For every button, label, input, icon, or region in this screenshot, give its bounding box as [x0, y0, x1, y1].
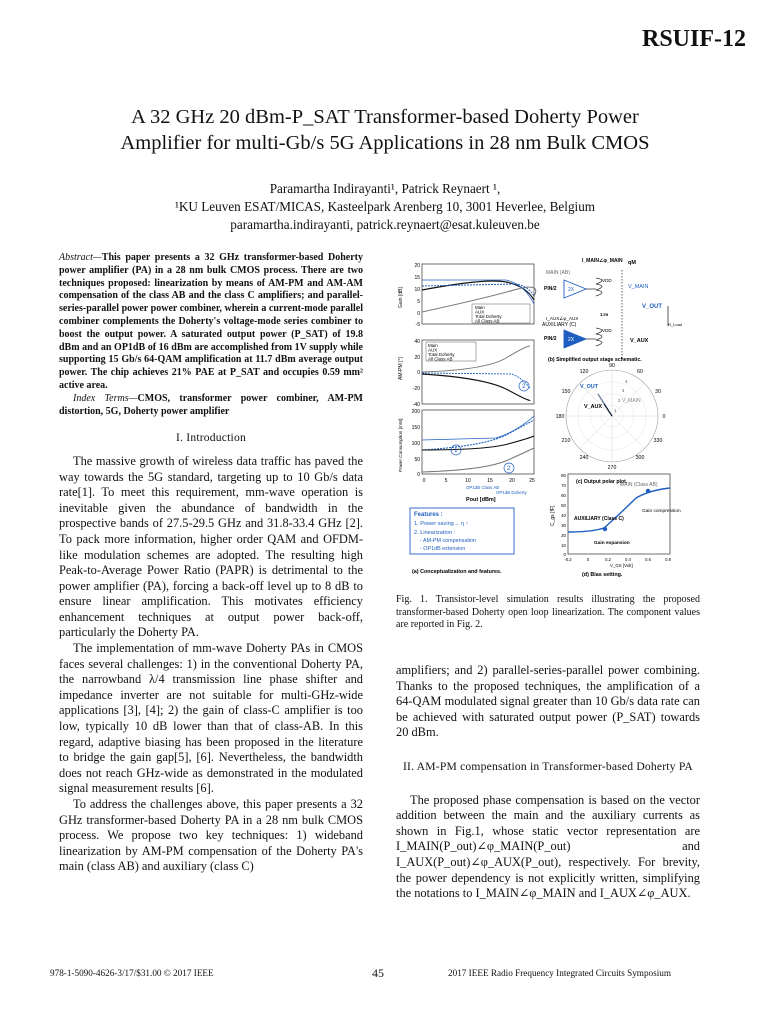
panel-a-gain-plot: [398, 263, 536, 328]
index-terms: Index Terms—CMOS, transformer power combiner, AM-PM distortion, 5G, Doherty power amplifier: [59, 392, 363, 417]
aux-c-label: AUXILIARY (C): [542, 322, 577, 328]
left-column: [59, 252, 363, 875]
gain-tick: 10: [414, 287, 420, 293]
x-tick: 15: [487, 478, 493, 484]
vgs-xlabel: V_GS [Volt]: [610, 563, 633, 568]
gain-compression: Gain compression: [642, 509, 681, 514]
power-tick: 100: [411, 441, 420, 447]
marker-1: 1: [454, 447, 458, 454]
ratio-label: 1:m: [600, 312, 609, 317]
radial-tick: 4: [625, 379, 628, 384]
footer-page-number: 45: [372, 966, 384, 980]
ampm-curve-main: [422, 374, 530, 400]
feature-2a: - AM-PM compensation: [420, 538, 477, 544]
angle-tick: 210: [561, 438, 571, 444]
power-curve-doherty: [422, 420, 534, 450]
right-column: [396, 663, 700, 902]
legend-total: Total Doherty: [475, 314, 502, 319]
vgs-tick: 0: [586, 557, 590, 562]
intro-paragraph-2: The implementation of mm-wave Doherty PAs in CMOS faces several challenges: 1) in the conventional Doherty PA, the narrowband λ/4 transmission line phase shifter and impedance inverter are not suitable for multi-GHz-wide applications [3], [4]; 2) the gain of class-C amplifier is too low, typically 10 dB lower than that of class-AB. In this regard, adaptive biasing has been proposed in the literature to bridge the gain gap[5], [6]. Nevertheless, the bandwidth does not reach GHz-wide as demonstrated in the modulated signal measurement results [6].: [59, 641, 363, 796]
v-main-vector: [598, 394, 604, 404]
cgs-tick: 20: [561, 533, 566, 538]
cgs-ylabel: C_gs [fF]: [550, 505, 556, 526]
legend-main: Main: [428, 343, 438, 348]
cgs-tick: 10: [561, 543, 566, 548]
ampm-ylabel: AM-PM [°]: [398, 357, 404, 380]
vdd-bot: VDD: [602, 328, 612, 333]
figure-1-svg: [396, 250, 700, 582]
radial-tick: 1: [614, 408, 617, 413]
i-main-label: I_MAIN∠φ_MAIN: [582, 258, 623, 264]
angle-tick: 150: [561, 389, 571, 395]
x-tick: 20: [509, 478, 515, 484]
legend-total: Total Doherty: [428, 352, 455, 357]
cgs-tick: 80: [561, 473, 566, 478]
pin-bot: PIN/2: [544, 336, 557, 342]
abstract: Abstract—This paper presents a 32 GHz transformer-based Doherty power amplifier (PA) in a 28 nm bulk CMOS process. There are two techniques proposed: linearization by means of AM-PM and AM-AM compensation of the class AB and the class C amplifiers; and parallel-series-parallel power power combiner, wherein a current-mode parallel combiner complements the Doherty's voltage-mode series combiner to boost the output power. A saturated output power (P_SAT) of 19.8 dBm and an OP1dB of 16 dBm are accomplished from 1V supply while supporting 15 Gb/s 64-QAM amplification at 11.7 dBm average output power. The chip achieves 21% PAE at P_SAT and occupies 0.59 mm² active area.: [59, 252, 363, 391]
radial-tick: 2: [618, 398, 621, 403]
author-block: [60, 180, 710, 234]
angle-tick: 300: [635, 455, 645, 461]
legend-classab: All Class AB: [428, 356, 453, 362]
power-curve-aux: [422, 448, 534, 472]
cgs-tick: 70: [561, 483, 566, 488]
right-paragraph-1: amplifiers; and 2) parallel-series-parallel power combining. Thanks to the proposed techniques, the amplification of a 64-QAM modulated signal greater than 10 Gb/s data rate can be achieved with saturated output power (P_SAT) towards 20 dBm.: [396, 663, 700, 740]
feature-2: 2. Linearization :: [414, 530, 456, 536]
vgs-tick: 0.2: [605, 557, 611, 562]
cgs-tick: 40: [561, 513, 566, 518]
panel-d-label: (d) Bias setting.: [582, 572, 623, 578]
x-tick: 10: [465, 478, 471, 484]
panel-b-label: (b) Simplified output stage schematic.: [548, 357, 642, 363]
author-emails: paramartha.indirayanti, patrick.reynaert@esat.kuleuven.be: [230, 217, 540, 232]
amp-bot-label: 2X: [568, 337, 575, 343]
v-main-label: V_MAIN: [628, 284, 649, 290]
cgs-tick: 0: [563, 552, 566, 557]
ampm-legend: [426, 342, 476, 362]
legend-main: Main: [475, 305, 485, 310]
footer-venue: 2017 IEEE Radio Frequency Integrated Circuits Symposium: [448, 968, 672, 978]
angle-tick: 0: [662, 414, 666, 420]
gain-tick: 15: [414, 275, 420, 281]
main-ab-label: MAIN (AB): [546, 270, 570, 276]
ampm-tick: 20: [414, 355, 420, 361]
intro-paragraph-3: To address the challenges above, this paper presents a 32 GHz transformer-based Doherty PA in a 28 nm bulk CMOS process. We propose two key techniques: 1) wideband linearization by AM-PM compensation of the Doherty PA's main (class AB) and auxiliary (class C): [59, 797, 363, 874]
angle-tick: 270: [607, 465, 617, 471]
polar-v-out: V_OUT: [580, 384, 598, 390]
vgs-tick: 0.8: [665, 557, 671, 562]
gain-expansion: Gain expansion: [594, 541, 630, 546]
abstract-text: This paper presents a 32 GHz transformer-based Doherty power amplifier (PA) in a 28 nm bulk CMOS process. There are two techniques proposed: linearization by means of AM-PM and AM-AM compensation of the class AB and the class C amplifiers; and parallel-series-parallel power power combiner, wherein a current-mode parallel combiner complements the Doherty's voltage-mode series combiner to boost the output power. A saturated output power (P_SAT) of 19.8 dBm and an OP1dB of 16 dBm are accomplished from 1V supply while supporting 15 Gb/s 64-QAM amplification at 11.7 dBm average output power. The chip achieves 21% PAE at P_SAT and occupies 0.59 mm² active area.: [59, 252, 363, 391]
section-heading-intro: I. Introduction: [176, 431, 246, 445]
marker-2: 2: [522, 383, 526, 390]
v-aux-label: V_AUX: [630, 338, 649, 344]
i-aux-label: I_AUX∠φ_AUX: [546, 316, 579, 321]
polar-v-main: V_MAIN: [622, 398, 641, 404]
ampm-tick: 40: [414, 339, 420, 345]
vdd-top: VDD: [602, 278, 612, 283]
panel-d-bias: [550, 473, 681, 578]
transformer-bot-icon: [586, 328, 602, 346]
angle-tick: 30: [655, 389, 661, 395]
title-line-2: Amplifier for multi-Gb/s 5G Applications in 28 nm Bulk CMOS: [120, 132, 650, 154]
gain-tick: 20: [414, 263, 420, 269]
aux-bias-point: [603, 527, 607, 531]
author-names: Paramartha Indirayanti¹, Patrick Reynaert ¹,: [269, 181, 501, 196]
power-tick: 0: [417, 472, 420, 478]
polar-v-aux: V_AUX: [584, 404, 602, 410]
op1db-class-ab: OP1dB Class AB: [466, 485, 500, 490]
panel-c-polar: [556, 363, 666, 485]
paper-title: [60, 104, 710, 156]
ampm-tick: -40: [412, 402, 420, 408]
cgs-tick: 60: [561, 493, 566, 498]
vgs-tick: 0.4: [625, 557, 631, 562]
cgs-tick: 30: [561, 523, 566, 528]
sec2-paragraph-1: The proposed phase compensation is based on the vector addition between the main and the auxiliary currents as shown in Fig.1, whose static vector representation are I_MAIN(P_out)∠φ_MAIN(P_out) and I_AUX(P_out)∠φ_AUX(P_out), respectively. For brevity, the power dependency is not explicitly written, simplifying the notations to I_MAIN∠φ_MAIN and I_AUX∠φ_AUX.: [396, 792, 700, 901]
aux-class-c: AUXILIARY (Class C): [574, 516, 624, 522]
power-curve-classab: [422, 416, 534, 440]
v-aux-vector: [604, 404, 612, 416]
gain-tick: 5: [417, 299, 420, 305]
panel-a-label: (a) Conceptualization and features.: [412, 569, 502, 575]
legend-classab: All Class AB: [475, 318, 500, 324]
index-terms-label: Index Terms: [73, 392, 129, 404]
cgs-tick: 50: [561, 503, 566, 508]
legend-aux: AUX: [475, 309, 485, 315]
gain-curve-main: [422, 281, 534, 300]
panel-b-schematic: [542, 258, 682, 363]
paper-code: RSUIF-12: [641, 26, 746, 52]
abstract-label: Abstract: [59, 252, 93, 263]
angle-tick: 90: [609, 363, 615, 369]
qm-label: qM: [628, 260, 636, 266]
transformer-top-icon: [586, 278, 602, 296]
ampm-tick: 0: [417, 370, 420, 376]
amp-top-label: 2X: [568, 287, 575, 293]
features-box: [410, 508, 514, 554]
main-class-ab: MAIN (Class AB): [620, 482, 658, 488]
panel-a-ampm-plot: [398, 339, 534, 408]
gain-curve-classab: [422, 280, 534, 304]
figure-1: [396, 250, 700, 582]
gain-tick: 0: [417, 311, 420, 317]
gain-ylabel: Gain [dB]: [398, 287, 404, 308]
x-tick: 25: [529, 478, 535, 484]
title-line-1: A 32 GHz 20 dBm-P_SAT Transformer-based Doherty Power: [131, 106, 639, 128]
power-tick: 200: [411, 409, 420, 415]
author-affiliation: ¹KU Leuven ESAT/MICAS, Kasteelpark Arenberg 10, 3001 Heverlee, Belgium: [174, 199, 596, 214]
section-heading-2: II. AM-PM compensation in Transformer-based Doherty PA: [403, 759, 693, 773]
x-axis-label: Pout [dBm]: [466, 497, 496, 503]
index-terms-text: CMOS, transformer power combiner, AM-PM distortion, 5G, Doherty power amplifier: [59, 392, 363, 417]
gain-tick: -5: [415, 322, 420, 328]
vgs-tick: 0.6: [645, 557, 651, 562]
marker-2b: 2: [507, 465, 511, 472]
ampm-tick: -20: [412, 386, 420, 392]
feature-1: 1. Power saving→ η ↑: [414, 521, 469, 527]
power-tick: 50: [414, 457, 420, 463]
rload-label: R_Load: [668, 322, 683, 327]
footer-isbn: 978-1-5090-4626-3/17/$31.00 © 2017 IEEE: [50, 968, 214, 978]
radial-tick: 3: [622, 388, 625, 393]
x-tick: 0: [422, 478, 426, 484]
power-tick: 150: [411, 425, 420, 431]
power-ylabel: Power Consumption [mW]: [398, 418, 403, 472]
x-tick: 5: [444, 478, 448, 484]
legend-aux: AUX: [428, 347, 438, 353]
vgs-tick: -0.2: [564, 557, 572, 562]
angle-tick: 330: [653, 438, 663, 444]
v-out-label: V_OUT: [642, 304, 663, 310]
figure-caption: Fig. 1. Transistor-level simulation results illustrating the proposed transformer-based Doherty open loop linearization. The component values are reported in Fig. 2.: [396, 594, 700, 631]
pin-top: PIN/2: [544, 286, 557, 292]
panel-c-label: (c) Output polar plot.: [576, 479, 628, 485]
features-title: Features :: [414, 512, 443, 518]
angle-tick: 180: [555, 414, 565, 420]
angle-tick: 120: [579, 369, 589, 375]
panel-a-power-plot: [398, 409, 535, 503]
gain-legend: [472, 304, 530, 324]
feature-2b: - OP1dB extension: [420, 546, 466, 552]
intro-paragraph-1: The massive growth of wireless data traffic has paved the way towards the 5G standard, targeting up to 10 Gb/s data rate[1]. To meet this requirement, mm-wave operation is inevitable given the abundance of bandwidth in the prospective bands of 27.5-29.5 GHz and 31.8-33.4 GHz [2]. To pack more information, higher order QAM and OFDM-like modulation schemes are adopted. The resulting high Peak-to-Average Power Ratio (PAPR) is detrimental to the power amplifier (PA), forcing a back-off level up to 8 dB to ensure linear amplification. This motivates efficiency enhancement techniques at output power back-off, particularly the Doherty PA.: [59, 453, 363, 640]
op1db-doherty: OP1dB Doherty: [496, 490, 527, 495]
angle-tick: 240: [579, 455, 589, 461]
angle-tick: 60: [637, 369, 643, 375]
main-bias-point: [646, 489, 650, 493]
